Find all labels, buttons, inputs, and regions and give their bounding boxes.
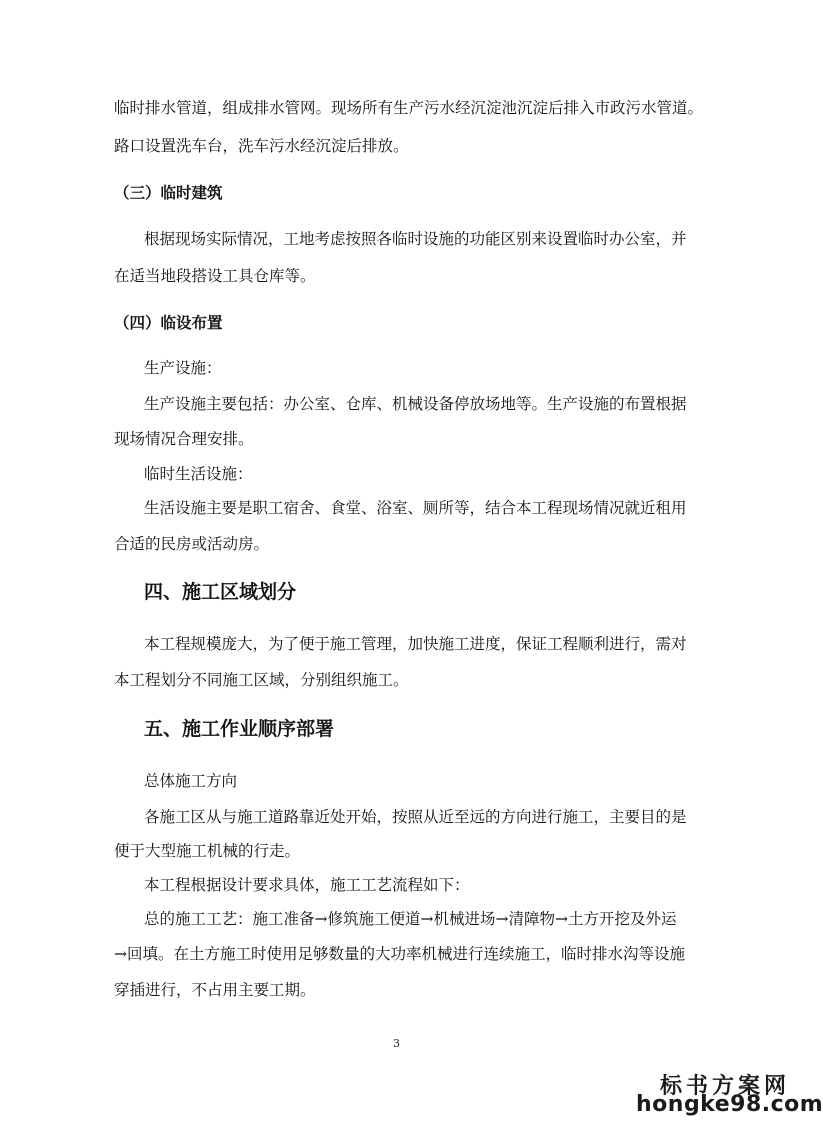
watermark-url: hongke98.com	[636, 1092, 823, 1117]
watermark-title: 标书方案网	[660, 1074, 791, 1099]
page-number: 3	[393, 1037, 400, 1050]
